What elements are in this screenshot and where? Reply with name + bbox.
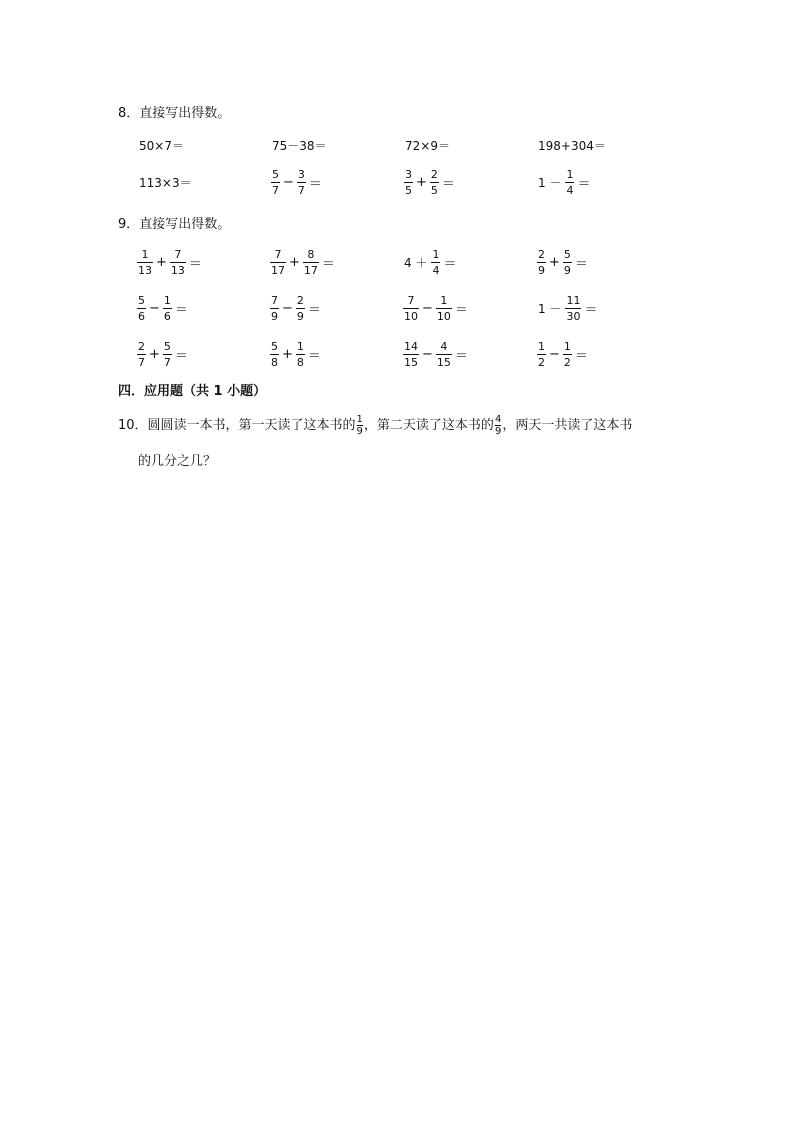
- numerator: 3: [405, 167, 412, 181]
- fraction: [270, 248, 286, 277]
- fraction: [537, 248, 546, 277]
- fraction: [431, 248, 440, 277]
- denominator: 17: [271, 263, 285, 277]
- numerator: 1: [163, 293, 171, 307]
- numerator: 5: [563, 247, 571, 261]
- q9-expr-5: [136, 290, 188, 326]
- equals-sign: ＝: [574, 348, 588, 364]
- numerator: 5: [272, 167, 279, 181]
- q8-expr-7: [403, 164, 455, 200]
- q8-expr-5: 113×3＝: [139, 175, 192, 190]
- fraction: [137, 294, 146, 323]
- numerator: 8: [307, 247, 315, 261]
- operator: +: [149, 346, 160, 362]
- q8-expr-6: [270, 164, 322, 200]
- fraction: [296, 294, 305, 323]
- equals-sign: ＝: [454, 302, 468, 318]
- section-4-heading: 四．应用题（共 1 小题）: [118, 384, 267, 399]
- q8-expr-4: 198+304＝: [538, 138, 606, 153]
- q8-expr-8: [538, 164, 590, 200]
- denominator: 4: [566, 183, 574, 197]
- numerator: 1: [440, 293, 448, 307]
- equals-sign: ＝: [454, 348, 468, 364]
- denominator: 13: [170, 263, 185, 277]
- operator: −: [422, 346, 433, 362]
- numerator: 1: [563, 339, 571, 353]
- operator: +: [282, 346, 293, 362]
- q9-expr-7: [402, 290, 468, 326]
- equals-sign: ＝: [188, 256, 202, 272]
- q8-row-2: [0, 164, 794, 200]
- denominator: 2: [563, 355, 571, 369]
- denominator: 6: [163, 309, 171, 323]
- numerator: 5: [138, 293, 145, 307]
- q9-expr-4: [536, 244, 588, 280]
- denominator: 7: [138, 355, 145, 369]
- numerator: 7: [271, 293, 278, 307]
- denominator: 2: [538, 355, 545, 369]
- operator: −: [282, 300, 293, 316]
- numerator: 5: [271, 339, 278, 353]
- numerator: 7: [274, 247, 282, 261]
- numerator: 1: [356, 414, 363, 425]
- fraction: [565, 294, 581, 323]
- numerator: 2: [296, 293, 304, 307]
- fraction: [357, 414, 363, 437]
- fraction: [436, 294, 452, 323]
- leading-term: 1 －: [538, 301, 562, 316]
- denominator: 7: [297, 183, 305, 197]
- question-10: [118, 414, 678, 484]
- question-8-heading: 8．直接写出得数。: [118, 106, 231, 121]
- equals-sign: ＝: [307, 348, 321, 364]
- denominator: 13: [138, 263, 152, 277]
- denominator: 6: [138, 309, 145, 323]
- q10-text-part-1: 10．圆圆读一本书，第一天读了这本书的: [118, 417, 356, 433]
- fraction: [137, 340, 146, 369]
- denominator: 9: [538, 263, 545, 277]
- equals-sign: ＝: [574, 256, 588, 272]
- denominator: 5: [405, 183, 412, 197]
- denominator: 10: [404, 309, 418, 323]
- denominator: 30: [566, 309, 581, 323]
- denominator: 9: [494, 426, 502, 437]
- fraction: [271, 168, 280, 197]
- numerator: 7: [407, 293, 415, 307]
- q9-row-2: [0, 290, 794, 326]
- numerator: 5: [163, 339, 171, 353]
- denominator: 9: [356, 426, 363, 437]
- fraction: [430, 168, 439, 197]
- operator: −: [422, 300, 433, 316]
- operator: +: [549, 254, 560, 270]
- equals-sign: ＝: [174, 302, 188, 318]
- question-10-line-1: [118, 414, 632, 437]
- fraction: [270, 340, 279, 369]
- numerator: 2: [138, 339, 145, 353]
- numerator: 4: [494, 414, 502, 425]
- fraction: [403, 294, 419, 323]
- fraction: [565, 168, 574, 197]
- fraction: [537, 340, 546, 369]
- fraction: [436, 340, 452, 369]
- numerator: 1: [432, 247, 440, 261]
- numerator: 2: [538, 247, 545, 261]
- operator: +: [289, 254, 300, 270]
- q9-expr-1: [136, 244, 202, 280]
- numerator: 1: [141, 247, 149, 261]
- q8-expr-1: 50×7＝: [139, 138, 184, 153]
- q9-row-3: [0, 336, 794, 372]
- fraction: [403, 340, 419, 369]
- numerator: 1: [566, 167, 574, 181]
- q9-row-1: [0, 244, 794, 280]
- fraction: [563, 340, 572, 369]
- numerator: 4: [440, 339, 448, 353]
- denominator: 17: [303, 263, 318, 277]
- operator: +: [416, 174, 427, 190]
- numerator: 14: [404, 339, 418, 353]
- numerator: 11: [566, 293, 581, 307]
- denominator: 9: [271, 309, 278, 323]
- q10-text-part-2: ，第二天读了这本书的: [363, 417, 494, 433]
- equals-sign: ＝: [441, 176, 455, 192]
- q9-expr-6: [269, 290, 321, 326]
- denominator: 7: [272, 183, 279, 197]
- denominator: 9: [563, 263, 571, 277]
- operator: −: [149, 300, 160, 316]
- fraction: [137, 248, 153, 277]
- numerator: 1: [538, 339, 545, 353]
- fraction: [404, 168, 413, 197]
- equals-sign: ＝: [308, 176, 322, 192]
- equals-sign: ＝: [174, 348, 188, 364]
- leading-term: 4 ＋: [404, 255, 428, 270]
- equals-sign: ＝: [577, 176, 591, 192]
- fraction: [563, 248, 572, 277]
- question-9-heading: 9．直接写出得数。: [118, 217, 231, 232]
- numerator: 2: [430, 167, 438, 181]
- q8-expr-2: 75－38＝: [272, 138, 327, 153]
- equals-sign: ＝: [584, 302, 598, 318]
- fraction: [296, 340, 305, 369]
- q10-text-part-3: ，两天一共读了这本书: [502, 417, 633, 433]
- equals-sign: ＝: [443, 256, 457, 272]
- numerator: 3: [297, 167, 305, 181]
- operator: +: [156, 254, 167, 270]
- q8-row-1: [0, 127, 794, 163]
- denominator: 7: [163, 355, 171, 369]
- q9-expr-10: [269, 336, 321, 372]
- denominator: 4: [432, 263, 440, 277]
- q9-expr-2: [269, 244, 335, 280]
- equals-sign: ＝: [307, 302, 321, 318]
- fraction: [170, 248, 186, 277]
- denominator: 8: [271, 355, 278, 369]
- q9-expr-11: [402, 336, 468, 372]
- denominator: 8: [296, 355, 304, 369]
- fraction: [303, 248, 319, 277]
- numerator: 7: [174, 247, 182, 261]
- denominator: 9: [296, 309, 304, 323]
- q9-expr-8: [538, 290, 597, 326]
- fraction: [163, 340, 172, 369]
- fraction: [297, 168, 306, 197]
- denominator: 10: [436, 309, 451, 323]
- denominator: 15: [436, 355, 451, 369]
- q9-expr-3: [404, 244, 456, 280]
- fraction: [270, 294, 279, 323]
- equals-sign: ＝: [321, 256, 335, 272]
- fraction: [495, 414, 501, 437]
- fraction: [163, 294, 172, 323]
- denominator: 5: [430, 183, 438, 197]
- operator: −: [283, 174, 294, 190]
- leading-term: 1 －: [538, 175, 562, 190]
- denominator: 15: [404, 355, 418, 369]
- q9-expr-9: [136, 336, 188, 372]
- q9-expr-12: [536, 336, 588, 372]
- q8-expr-3: 72×9＝: [405, 138, 450, 153]
- operator: −: [549, 346, 560, 362]
- question-10-line-2: 的几分之几？: [138, 454, 217, 469]
- numerator: 1: [296, 339, 304, 353]
